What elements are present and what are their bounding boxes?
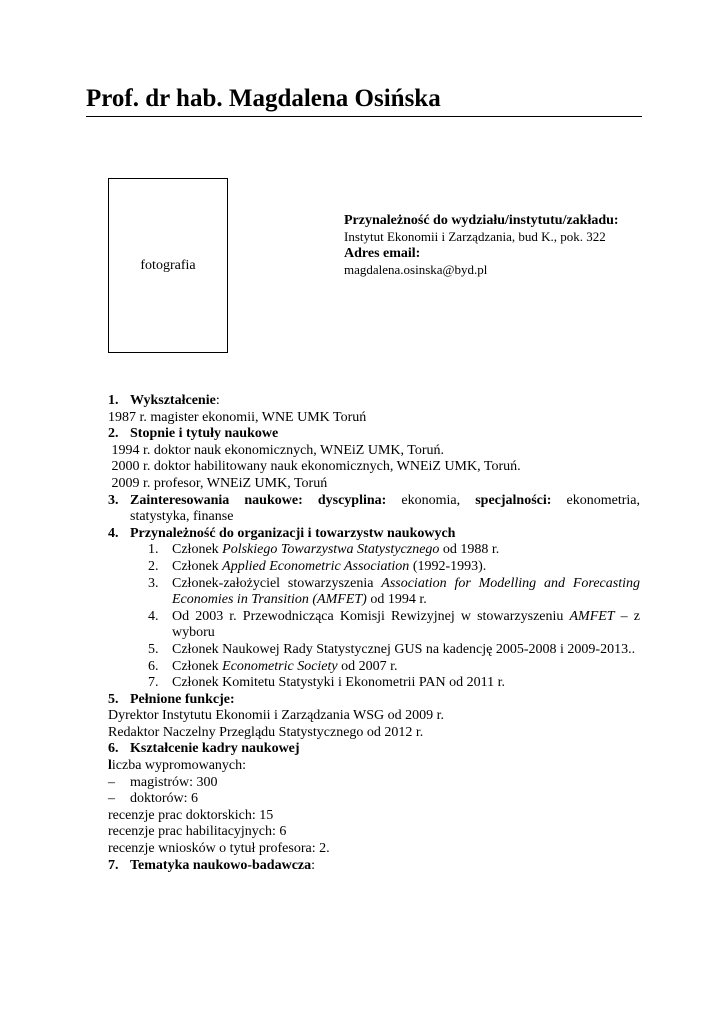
review-line: recenzje prac doktorskich: 15 <box>108 807 274 823</box>
doctors-count: doktorów: 6 <box>130 791 199 807</box>
item-emphasis: Association for Modelling and Forecasting Economies in Transition (AMFET) <box>172 575 640 608</box>
section-number: 4. <box>108 525 119 541</box>
list-item <box>148 576 640 609</box>
item-text: Członek <box>172 658 223 674</box>
list-number: 5. <box>148 641 159 657</box>
affiliation-label: Przynależność do wydziału/instytutu/zakładu: <box>344 213 619 228</box>
section-research <box>108 858 640 875</box>
list-item <box>108 791 640 808</box>
section-title-colon: : <box>311 857 316 873</box>
section-number: 2. <box>108 426 119 442</box>
item-text-end: od 2007 r. <box>337 658 398 674</box>
item-text: Członek <box>172 558 223 574</box>
cv-content <box>108 393 640 874</box>
contact-block <box>344 212 644 278</box>
section-title: Przynależność do organizacji i towarzystw naukowych <box>130 525 456 541</box>
item-emphasis: Econometric Society <box>222 658 338 674</box>
section-number: 5. <box>108 691 119 707</box>
section-education <box>108 393 640 410</box>
membership-list <box>108 542 640 691</box>
section-title: Tematyka naukowo-badawcza <box>130 857 312 873</box>
section-training <box>108 741 640 758</box>
section-title: Pełnione funkcje: <box>130 691 235 707</box>
page-title: Prof. dr hab. Magdalena Osińska <box>86 84 642 117</box>
list-item <box>148 542 640 559</box>
item-emphasis: AMFET <box>569 608 615 624</box>
list-number: 6. <box>148 658 159 674</box>
item-text-end: – z wyboru <box>172 608 640 641</box>
list-number: 4. <box>148 608 159 624</box>
degree-line: 1994 r. doktor nauk ekonomicznych, WNEiZ UMK, Toruń. <box>108 442 445 458</box>
email-label: Adres email: <box>344 246 421 261</box>
item-text-end: (1992-1993). <box>409 558 487 574</box>
review-line: recenzje prac habilitacyjnych: 6 <box>108 824 287 840</box>
promoted-rest: iczba wypromowanych: <box>111 758 247 774</box>
dash-bullet: – <box>108 791 115 807</box>
specialization-label: specjalności: <box>475 492 552 508</box>
discipline-value: ekonomia, <box>386 492 476 508</box>
list-item <box>148 675 640 692</box>
function-line: Dyrektor Instytutu Ekonomii i Zarządzania WSG od 2009 r. <box>108 708 445 724</box>
list-item <box>148 642 640 659</box>
section-number: 1. <box>108 393 119 408</box>
specialization-value: ekonometria, statystyka, finanse <box>130 492 640 525</box>
degree-line: 2009 r. profesor, WNEiZ UMK, Toruń <box>108 475 328 491</box>
section-interests <box>108 493 640 526</box>
promoted-first-letter: l <box>108 758 112 774</box>
section-title: Kształcenie kadry naukowej <box>130 741 300 757</box>
item-emphasis: Applied Econometric Association <box>222 558 410 574</box>
dash-bullet: – <box>108 774 115 790</box>
list-item <box>148 609 640 642</box>
list-number: 7. <box>148 675 159 691</box>
promoted-count-label <box>108 758 640 775</box>
list-number: 2. <box>148 558 159 574</box>
photo-placeholder <box>108 178 228 353</box>
list-item <box>148 659 640 676</box>
degree-line: 2000 r. doktor habilitowany nauk ekonomicznych, WNEiZ UMK, Toruń. <box>108 459 521 475</box>
masters-count: magistrów: 300 <box>130 774 218 790</box>
item-text: Od 2003 r. Przewodnicząca Komisji Rewizyjnej w stowarzyszeniu <box>172 608 570 624</box>
item-text-end: od 1994 r. <box>366 592 427 608</box>
email-value: magdalena.osinska@byd.pl <box>344 262 488 277</box>
section-title: Zainteresowania naukowe: dyscyplina: <box>130 492 387 508</box>
section-degrees <box>108 426 640 443</box>
section-memberships <box>108 526 640 543</box>
section-title: Stopnie i tytuły naukowe <box>130 426 279 442</box>
item-text: Członek <box>172 542 223 558</box>
list-item <box>108 775 640 792</box>
education-line: 1987 r. magister ekonomii, WNE UMK Toruń <box>108 409 367 425</box>
list-item <box>148 559 640 576</box>
function-line: Redaktor Naczelny Przeglądu Statystycznego od 2012 r. <box>108 724 424 740</box>
item-emphasis: Polskiego Towarzystwa Statystycznego <box>222 542 440 558</box>
affiliation-value: Instytut Ekonomii i Zarządzania, bud K., pok. 322 <box>344 229 606 244</box>
list-number: 1. <box>148 542 159 558</box>
section-functions <box>108 692 640 709</box>
review-line: recenzje wniosków o tytuł profesora: 2. <box>108 841 330 857</box>
item-text: Członek Naukowej Rady Statystycznej GUS na kadencję 2005-2008 i 2009-2013.. <box>172 641 636 657</box>
section-number: 6. <box>108 741 119 757</box>
photo-label: fotografia <box>140 257 196 273</box>
item-text: Członek Komitetu Statystyki i Ekonometrii PAN od 2011 r. <box>172 675 506 691</box>
item-text: Członek-założyciel stowarzyszenia <box>172 575 382 591</box>
list-number: 3. <box>148 575 159 591</box>
section-number: 3. <box>108 492 119 508</box>
section-number: 7. <box>108 857 119 873</box>
section-title-colon: : <box>215 393 220 408</box>
item-text-end: od 1988 r. <box>439 542 500 558</box>
section-title: Wykształcenie <box>130 393 216 408</box>
